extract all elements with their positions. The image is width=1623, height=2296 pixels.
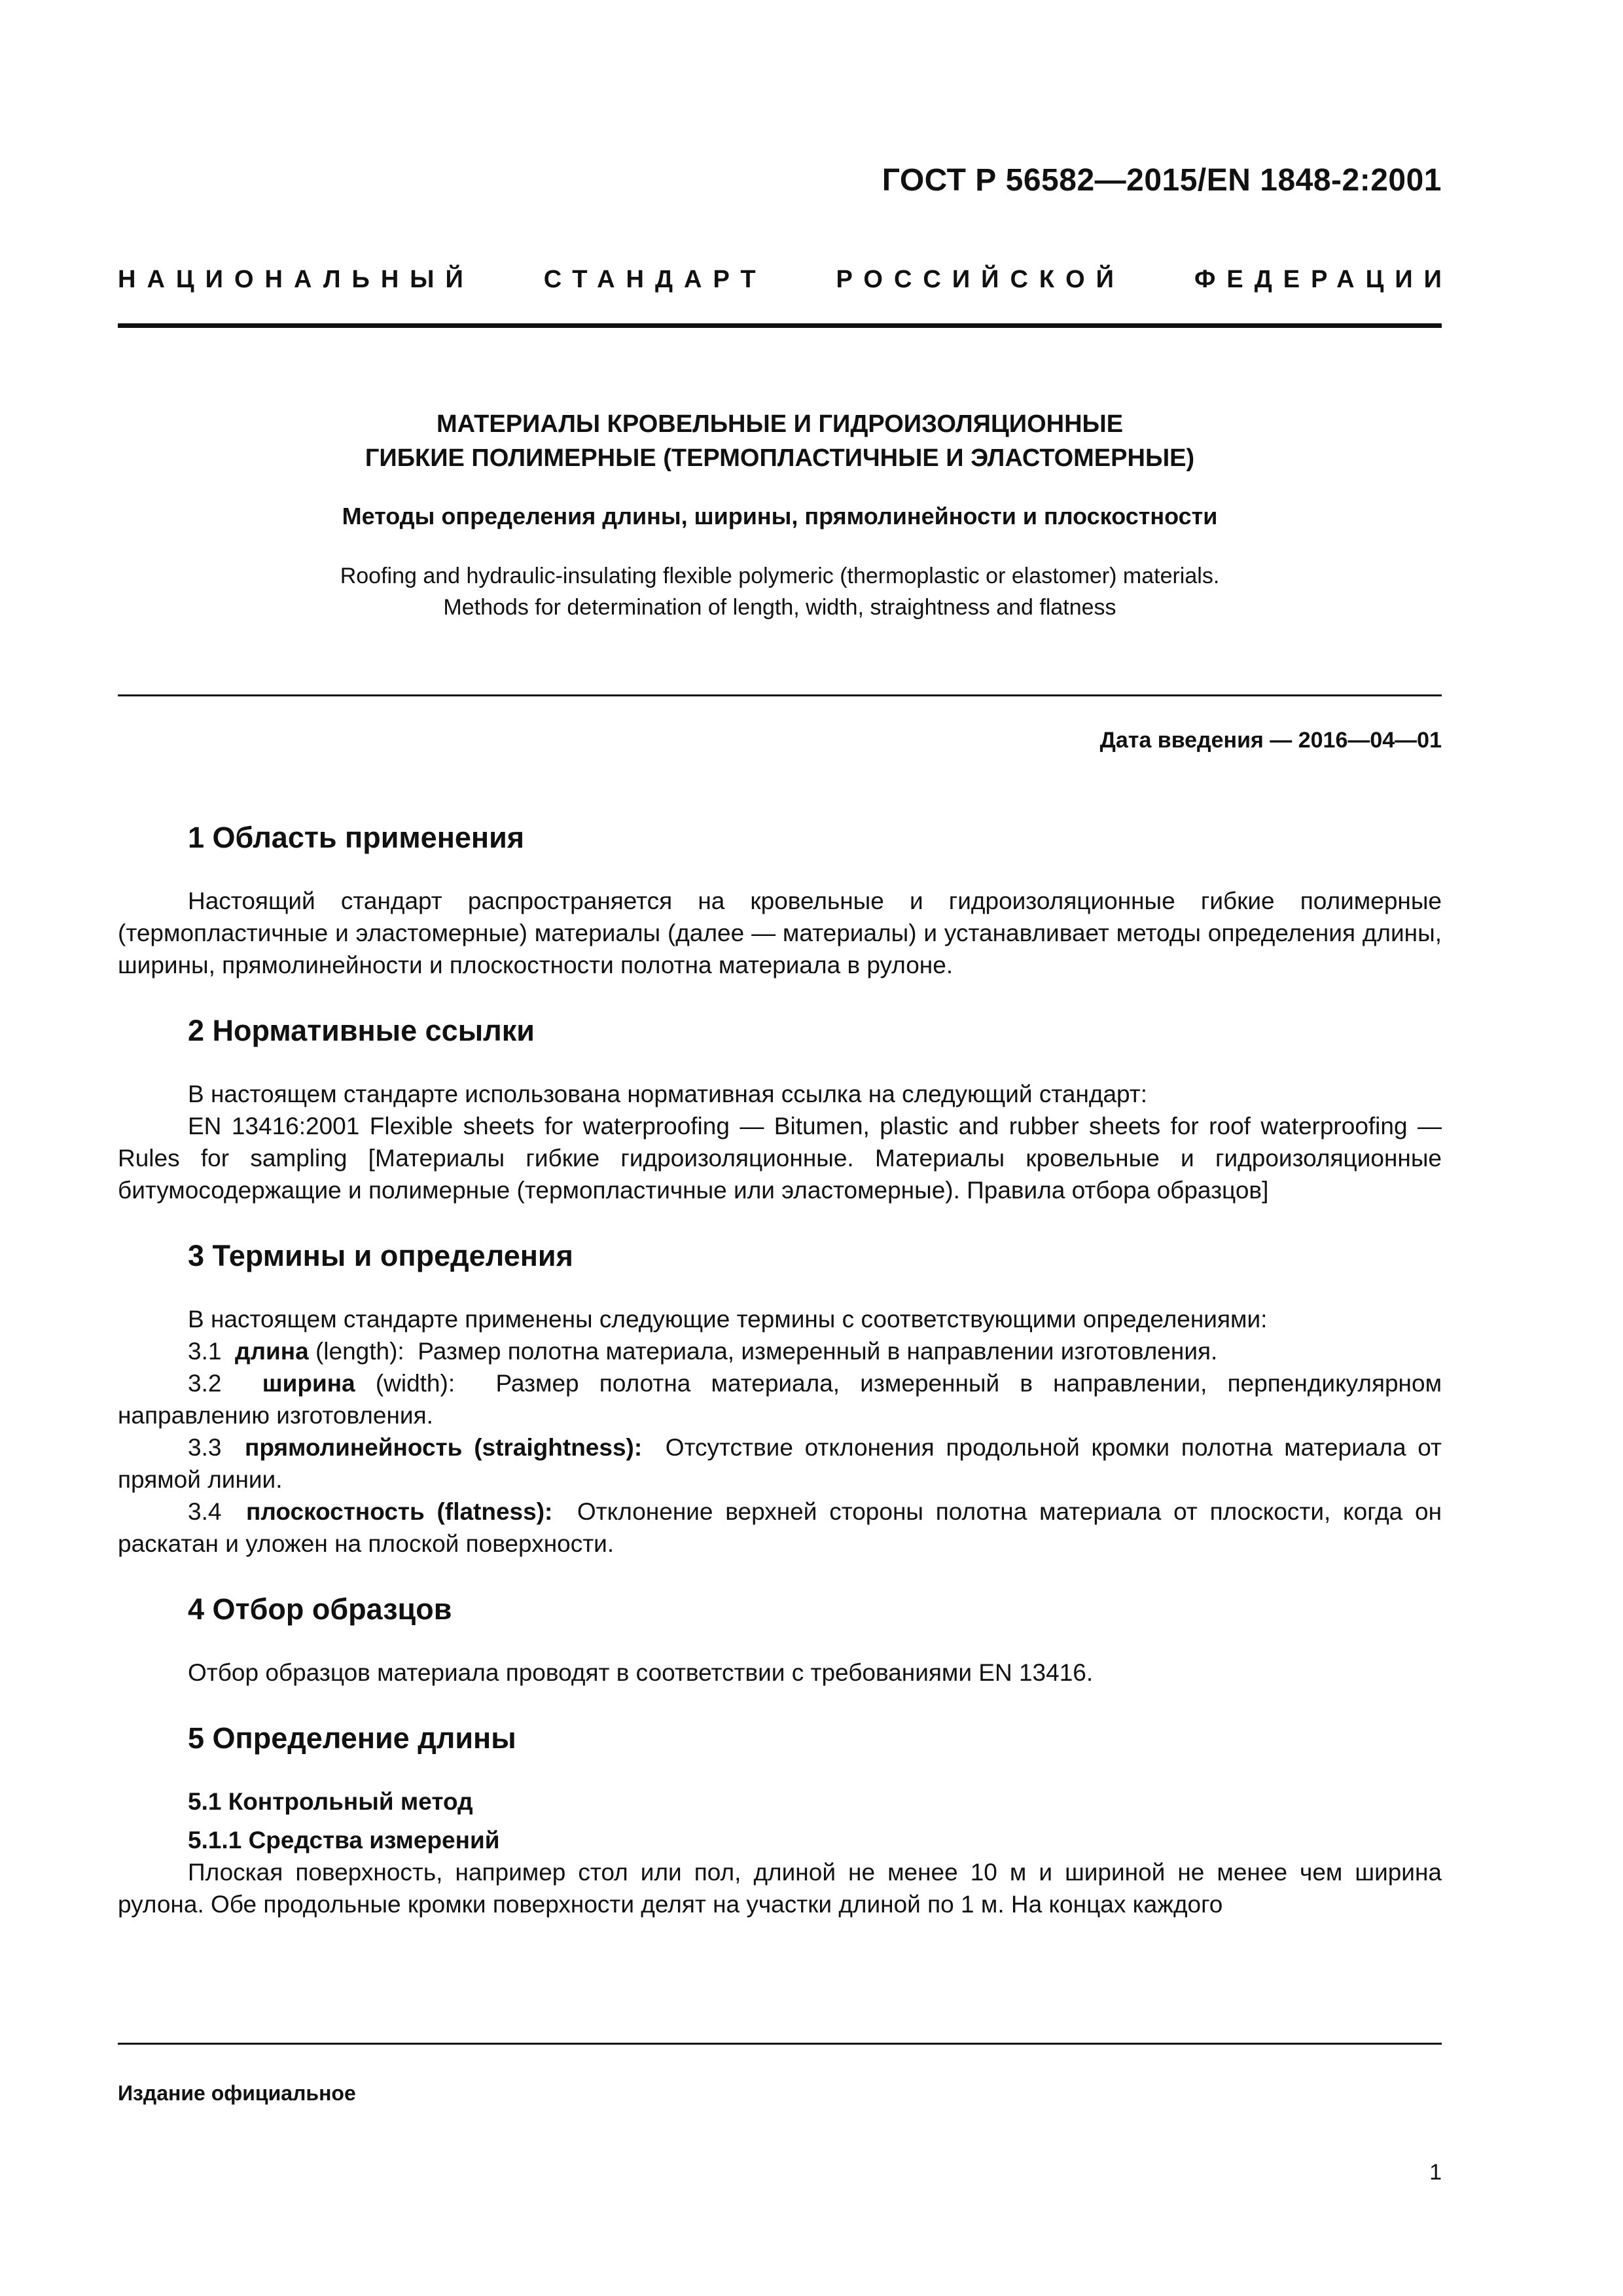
term-text: Размер полотна материала, измеренный в направлении, перпендикулярном направлению изготовления. bbox=[118, 1370, 1442, 1429]
subtitle-ru: Методы определения длины, ширины, прямолинейности и плоскостности bbox=[342, 503, 1218, 529]
section-heading: 1 Область применения bbox=[188, 821, 525, 854]
edition-label: Издание официальное bbox=[118, 2081, 356, 2105]
term-name: ширина bbox=[262, 1370, 355, 1397]
term-name: прямолинейность (straightness): bbox=[244, 1434, 643, 1461]
term-en: (length): bbox=[315, 1338, 404, 1365]
section-heading: 2 Нормативные ссылки bbox=[188, 1014, 535, 1047]
term-definition bbox=[118, 1367, 1442, 1431]
footer-rule bbox=[118, 2043, 1442, 2045]
section-heading: 5 Определение длины bbox=[188, 1721, 516, 1755]
section-3 bbox=[118, 1236, 1442, 1560]
term-number: 3.3 bbox=[188, 1434, 222, 1461]
paragraph: В настоящем стандарте использована нормативная ссылка на следующий стандарт: bbox=[188, 1081, 1148, 1107]
term-number: 3.4 bbox=[188, 1498, 222, 1525]
term-number: 3.2 bbox=[188, 1370, 222, 1397]
section-4 bbox=[118, 1590, 1442, 1689]
title-rule bbox=[118, 694, 1442, 696]
section-2 bbox=[118, 1011, 1442, 1206]
section-heading: 4 Отбор образцов bbox=[188, 1592, 452, 1626]
banner-word: СТАНДАРТ bbox=[543, 266, 767, 293]
document-page bbox=[118, 0, 1453, 2296]
subsection-heading: 5.1.1 Средства измерений bbox=[188, 1827, 500, 1854]
term-text: Отсутствие отклонения продольной кромки полотна материала от прямой линии. bbox=[118, 1434, 1442, 1493]
paragraph: В настоящем стандарте применены следующие термины с соответствующими определениями: bbox=[188, 1306, 1268, 1333]
banner-word: ФЕДЕРАЦИИ bbox=[1194, 266, 1453, 293]
term-number: 3.1 bbox=[188, 1338, 222, 1365]
term-definition bbox=[118, 1335, 1442, 1367]
title-ru-line2: ГИБКИЕ ПОЛИМЕРНЫЕ (ТЕРМОПЛАСТИЧНЫЕ И ЭЛАСТОМЕРНЫЕ) bbox=[365, 444, 1195, 472]
paragraph: Плоская поверхность, например стол или пол, длиной не менее 10 м и шириной не менее чем ширина рулона. Обе продольные кромки поверхности делят на участки длиной по 1 м. На концах каждого bbox=[118, 1859, 1442, 1918]
intro-date: Дата введения — 2016—04—01 bbox=[1099, 728, 1442, 753]
term-name: плоскостность (flatness): bbox=[245, 1498, 553, 1525]
title-en-line2: Methods for determination of length, width, straightness and flatness bbox=[443, 595, 1116, 620]
header-rule bbox=[118, 323, 1442, 328]
banner-word: НАЦИОНАЛЬНЫЙ bbox=[118, 266, 474, 293]
title-ru-line1: МАТЕРИАЛЫ КРОВЕЛЬНЫЕ И ГИДРОИЗОЛЯЦИОННЫЕ bbox=[436, 410, 1124, 438]
term-text: Отклонение верхней стороны полотна материала от плоскости, когда он раскатан и уложен на плоской поверхности. bbox=[118, 1498, 1442, 1557]
paragraph: Настоящий стандарт распространяется на кровельные и гидроизоляционные гибкие полимерные (термопластичные и эластомерные) материалы (далее — материалы) и устанавливает методы определения длины, ширины, прямолинейности и плоскостности полотна материала в рулоне. bbox=[118, 888, 1442, 978]
term-en: (width): bbox=[375, 1370, 455, 1397]
section-5 bbox=[118, 1719, 1442, 1920]
title-block bbox=[118, 407, 1442, 623]
term-definition bbox=[118, 1431, 1442, 1496]
title-en bbox=[118, 560, 1442, 623]
page-number: 1 bbox=[1429, 2160, 1442, 2185]
banner-word: РОССИЙСКОЙ bbox=[836, 266, 1125, 293]
gost-code: ГОСТ Р 56582—2015/EN 1848-2:2001 bbox=[882, 163, 1442, 198]
term-text: Размер полотна материала, измеренный в направлении изготовления. bbox=[418, 1338, 1218, 1365]
paragraph: EN 13416:2001 Flexible sheets for waterproofing — Bitumen, plastic and rubber sheets for roof waterproofing — Rules for sampling [Материалы гибкие гидроизоляционные. Материалы кровельные и гидроизоляционные битумосодержащие и полимерные (термопластичные или эластомерные). Правила отбора образцов] bbox=[118, 1113, 1442, 1204]
title-en-line1: Roofing and hydraulic-insulating flexible polymeric (thermoplastic or elastomer) materials. bbox=[340, 564, 1220, 588]
subsection-heading: 5.1 Контрольный метод bbox=[188, 1788, 473, 1815]
section-1 bbox=[118, 818, 1442, 981]
section-heading: 3 Термины и определения bbox=[188, 1239, 573, 1272]
document-body bbox=[118, 818, 1442, 1920]
term-definition bbox=[118, 1496, 1442, 1560]
term-name: длина bbox=[235, 1338, 309, 1365]
paragraph: Отбор образцов материала проводят в соответствии с требованиями EN 13416. bbox=[188, 1659, 1094, 1686]
national-standard-banner bbox=[118, 266, 1453, 294]
